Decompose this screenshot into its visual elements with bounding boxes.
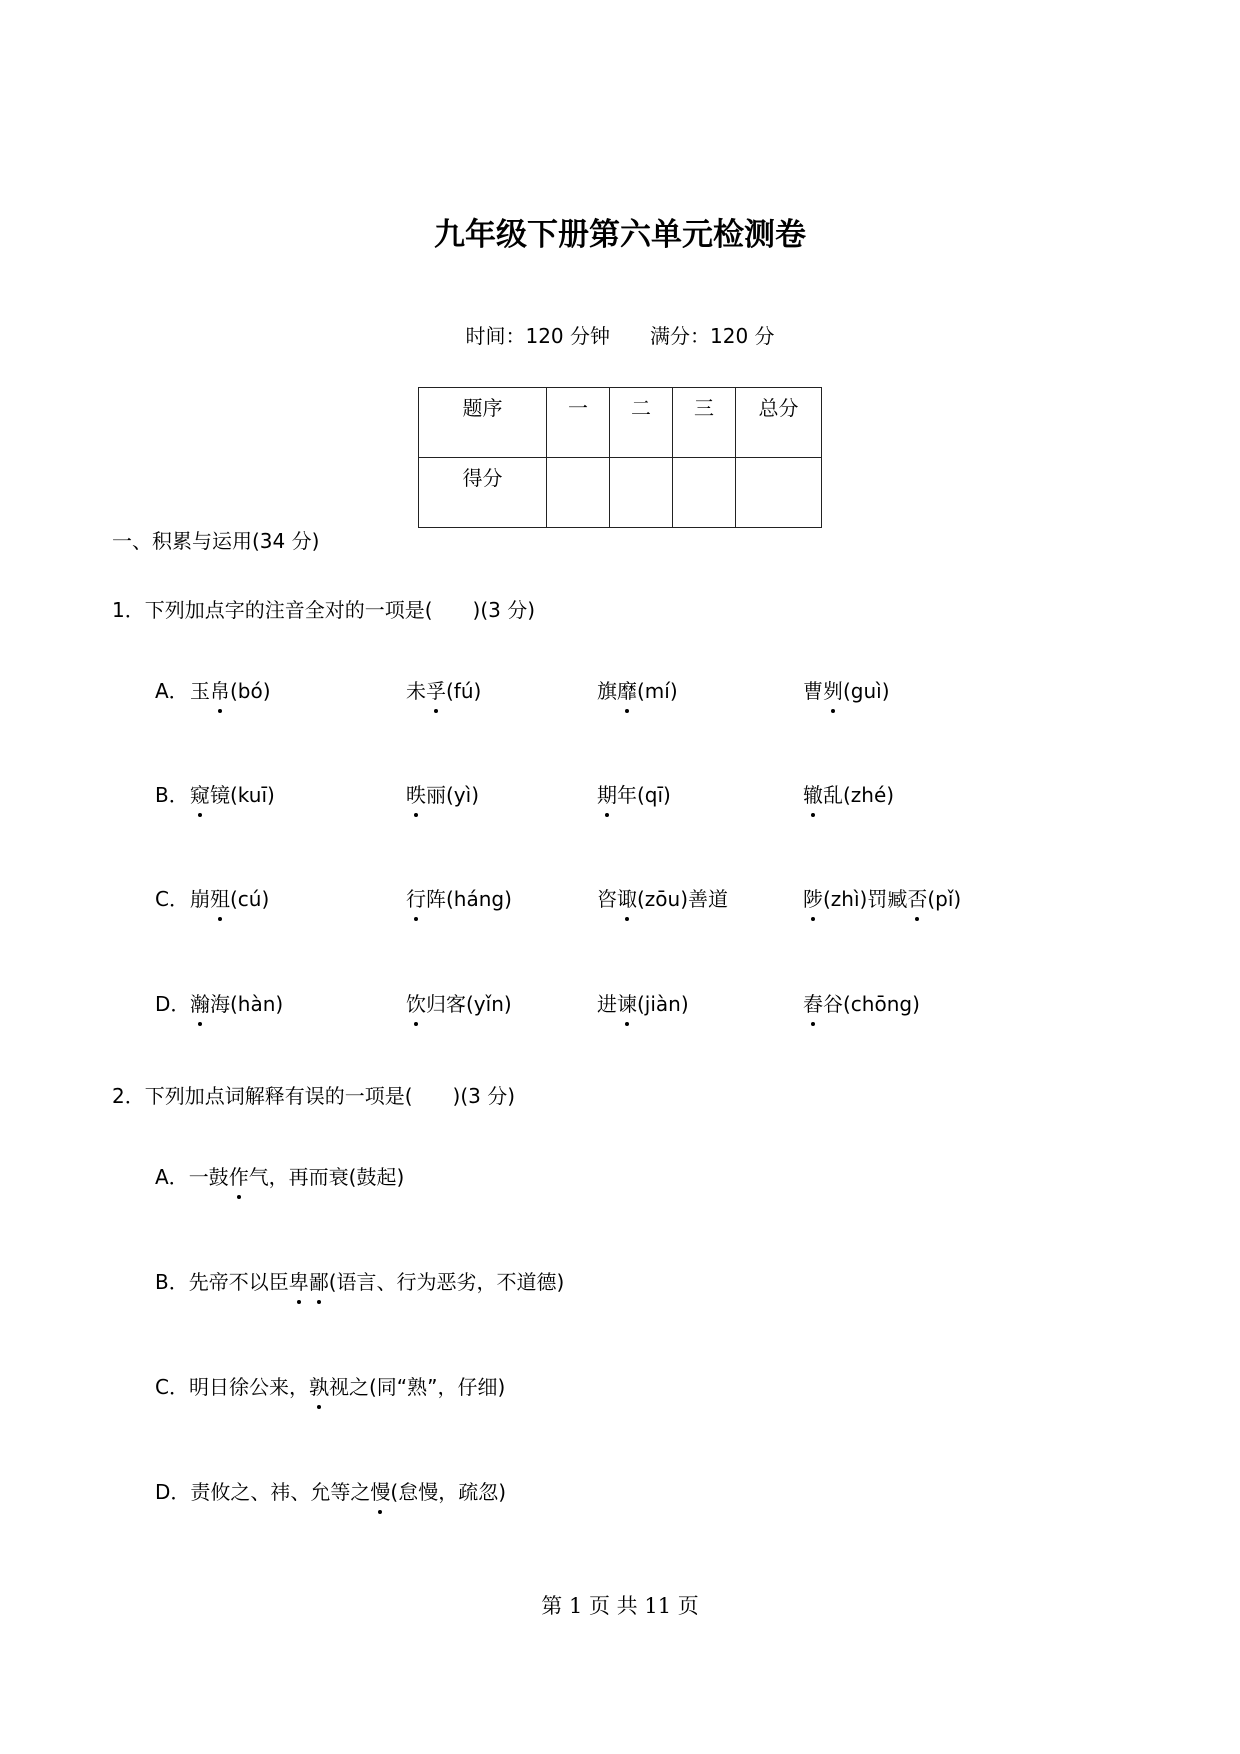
emphasis-dot-char: 帛 (210, 675, 230, 704)
score-input-cell[interactable] (610, 458, 673, 528)
option-item: 辙乱(zhé) (803, 779, 894, 808)
score-table-header-row (419, 388, 822, 458)
emphasis-dot-char: 靡 (617, 675, 637, 704)
time-limit: 时间：120 分钟 (465, 324, 610, 348)
option-item: 曹刿(guì) (803, 675, 890, 704)
emphasis-dot-char: 卑 (289, 1266, 309, 1295)
score-table-cell: 一 (547, 388, 610, 458)
score-table-cell: 题序 (419, 388, 547, 458)
score-table-cell: 二 (610, 388, 673, 458)
score-table-cell: 三 (673, 388, 736, 458)
option-item: 昳丽(yì) (406, 779, 479, 808)
emphasis-dot-char: 辙 (803, 779, 823, 808)
option-item: D．责攸之、祎、允等之慢(怠慢，疏忽) (155, 1476, 506, 1505)
document-title: 九年级下册第六单元检测卷 (434, 217, 806, 253)
emphasis-dot-char: 舂 (803, 988, 823, 1017)
option-item: 陟(zhì)罚臧否(pǐ) (803, 883, 961, 912)
score-input-cell[interactable] (736, 458, 822, 528)
emphasis-dot-char: 行 (406, 883, 426, 912)
question-1-stem: 1．下列加点字的注音全对的一项是( )(3 分) (112, 598, 536, 622)
emphasis-dot-char: 鄙 (309, 1266, 329, 1295)
option-item: A．一鼓作气，再而衰(鼓起) (155, 1161, 404, 1190)
section-heading: 一、积累与运用(34 分) (112, 529, 320, 553)
option-item: 舂谷(chōng) (803, 988, 920, 1017)
page-number: 第 1 页 共 11 页 (541, 1594, 699, 1618)
emphasis-dot-char: 瀚 (190, 988, 210, 1017)
score-table-cell: 总分 (736, 388, 822, 458)
option-item: 期年(qī) (597, 779, 671, 808)
option-item: 崩殂(cú) (190, 883, 269, 912)
option-label: B． (155, 783, 189, 807)
full-score: 满分：120 分 (650, 324, 775, 348)
score-input-cell[interactable] (547, 458, 610, 528)
emphasis-dot-char: 作 (229, 1161, 249, 1190)
option-item: 玉帛(bó) (190, 675, 271, 704)
option-label: C． (155, 887, 189, 911)
emphasis-dot-char: 谏 (617, 988, 637, 1017)
score-table-cell: 得分 (419, 458, 547, 528)
emphasis-dot-char: 孰 (309, 1371, 329, 1400)
option-item: C．明日徐公来，孰视之(同“熟”，仔细) (155, 1371, 505, 1400)
emphasis-dot-char: 慢 (370, 1476, 390, 1505)
emphasis-dot-char: 陟 (803, 883, 823, 912)
emphasis-dot-char: 昳 (406, 779, 426, 808)
emphasis-dot-char: 窥 (190, 779, 210, 808)
option-item: 咨诹(zōu)善道 (597, 883, 728, 912)
option-item: 窥镜(kuī) (190, 779, 275, 808)
question-2-stem: 2．下列加点词解释有误的一项是( )(3 分) (112, 1084, 516, 1108)
option-item: 旗靡(mí) (597, 675, 678, 704)
emphasis-dot-char: 刿 (823, 675, 843, 704)
score-table-score-row (419, 458, 822, 528)
emphasis-dot-char: 诹 (617, 883, 637, 912)
score-table (418, 387, 822, 528)
option-item: 瀚海(hàn) (190, 988, 283, 1017)
option-label: A． (155, 679, 189, 703)
option-item: B．先帝不以臣卑鄙(语言、行为恶劣，不道德) (155, 1266, 564, 1295)
option-label: D． (155, 992, 191, 1016)
option-item: 未孚(fú) (406, 675, 481, 704)
emphasis-dot-char: 期 (597, 779, 617, 808)
option-item: 饮归客(yǐn) (406, 988, 512, 1017)
emphasis-dot-char: 饮 (406, 988, 426, 1017)
emphasis-dot-char: 孚 (426, 675, 446, 704)
exam-meta (0, 320, 1240, 349)
option-item: 行阵(háng) (406, 883, 512, 912)
score-input-cell[interactable] (673, 458, 736, 528)
emphasis-dot-char: 否 (907, 883, 927, 912)
emphasis-dot-char: 殂 (210, 883, 230, 912)
option-item: 进谏(jiàn) (597, 988, 689, 1017)
